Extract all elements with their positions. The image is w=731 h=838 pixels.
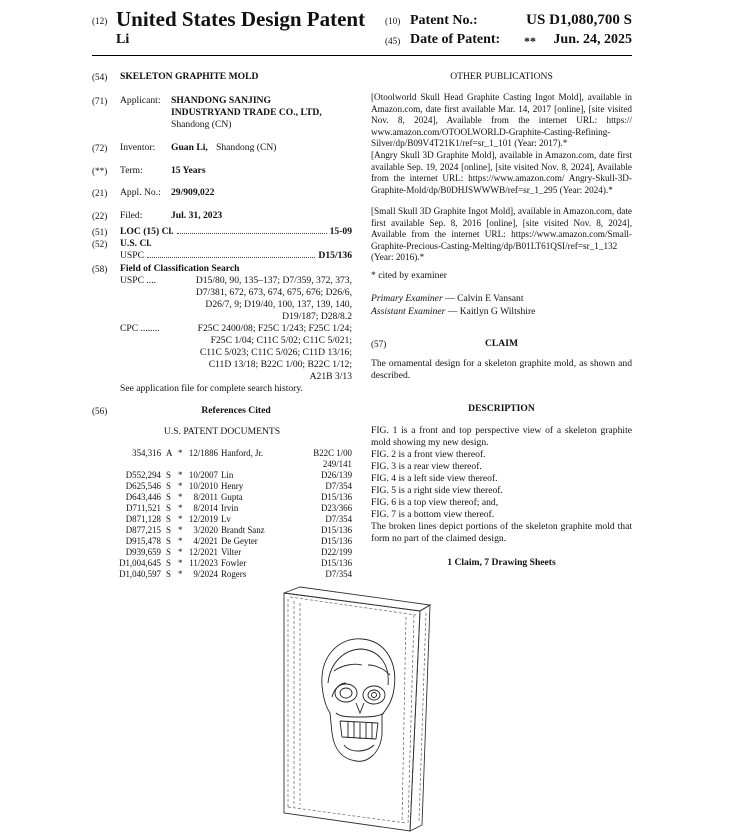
- loc-class-value: 15-09: [329, 226, 352, 237]
- reference-row: D871,128 S * 12/2019 Lv D7/354: [125, 514, 352, 524]
- term-label: Term:: [120, 165, 143, 176]
- uspc-search-list: [165, 275, 352, 323]
- reference-row: D711,521 S * 8/2014 Irvin D23/366: [126, 503, 352, 513]
- us-patent-docs-label: U.S. PATENT DOCUMENTS: [163, 426, 281, 437]
- code-22: (22): [92, 211, 108, 221]
- see-application-note: See application file for complete search history.: [120, 383, 303, 394]
- code-52: (52): [92, 239, 108, 249]
- filed-label: Filed:: [120, 210, 143, 221]
- description-line: FIG. 7 is a bottom view thereof.: [371, 509, 495, 520]
- inventor-label: Inventor:: [120, 142, 156, 153]
- applicant-name-1: SHANDONG SANJING: [171, 95, 271, 106]
- description-list: [371, 425, 632, 545]
- claim-text: The ornamental design for a skeleton graphite mold, as shown and described.: [371, 358, 632, 381]
- reference-row: D915,478 S * 4/2021 De Geyter D15/136: [125, 536, 352, 546]
- cpc-search-line: C11D 13/18; B22C 1/00; B22C 1/12;: [208, 359, 352, 370]
- other-publications-heading: OTHER PUBLICATIONS: [450, 71, 553, 82]
- term-value: 15 Years: [171, 165, 206, 176]
- applicant-label: Applicant:: [120, 95, 161, 106]
- loc-class-label: LOC (15) Cl.: [120, 226, 174, 237]
- code-21: (21): [92, 188, 108, 198]
- reference-row: D877,215 S * 3/2020 Brandt Sanz D15/136: [125, 525, 352, 535]
- date-of-patent-label: Date of Patent:: [410, 32, 501, 47]
- filed-value: Jul. 31, 2023: [171, 210, 223, 221]
- reference-row: D939,659 S * 12/2021 Vilter D22/199: [125, 547, 352, 557]
- code-10: (10): [385, 16, 401, 26]
- applicant-name-2: INDUSTRYAND TRADE CO., LTD,: [171, 107, 322, 118]
- inventor-location: Shandong (CN): [216, 142, 277, 153]
- description-line: FIG. 5 is a right side view thereof.: [371, 485, 503, 496]
- reference-row: D1,040,597 S * 9/2024 Rogers D7/354: [119, 569, 352, 579]
- reference-row: D1,004,645 S * 11/2023 Fowler D15/136: [119, 558, 352, 568]
- reference-row: D625,546 S * 10/2010 Henry D7/354: [125, 481, 352, 491]
- applicant-location: Shandong (CN): [171, 119, 232, 130]
- uspc-search-line: D19/187; D28/8.2: [282, 311, 352, 322]
- date-term-stars: **: [524, 34, 536, 48]
- skull-relief: [322, 639, 395, 761]
- patent-date: Jun. 24, 2025: [553, 32, 632, 47]
- mold-front-face: [284, 593, 420, 831]
- primary-examiner: [371, 293, 524, 305]
- uspc-search-line: D15/80, 90, 135–137; D7/359, 372, 373,: [195, 275, 352, 286]
- inventor-short-name: Li: [116, 32, 130, 47]
- description-heading: DESCRIPTION: [468, 403, 535, 414]
- assistant-examiner-label: Assistant Examiner: [371, 306, 446, 317]
- publication-2: [Angry Skull 3D Graphite Mold], available in Amazon.com, date first available Sep. 19, 2024 [online], [site visited Nov. 8, 2024], Available from the internet URL: https://www.amazon.com/ Angry-Skull-3D-Graphite-Mold/dp/B0DHJSWWWB/ref=sr_1_295 (Year: 2024).*: [371, 150, 632, 195]
- patent-no-label: Patent No.:: [410, 13, 478, 28]
- code-72: (72): [92, 143, 108, 153]
- skeleton-mold-drawing: [270, 585, 450, 835]
- design-title: SKELETON GRAPHITE MOLD: [120, 71, 259, 82]
- claims-summary: 1 Claim, 7 Drawing Sheets: [447, 557, 556, 568]
- appl-no-label: Appl. No.:: [120, 187, 161, 198]
- description-line: The broken lines depict portions of the skeleton graphite mold that form no part of the claimed design.: [371, 521, 632, 544]
- reference-row-continuation: 249/141: [322, 459, 352, 469]
- patent-type-title: United States Design Patent: [116, 7, 366, 31]
- references-cited-label: References Cited: [201, 405, 271, 416]
- code-54: (54): [92, 72, 108, 82]
- uspc-search-line: D7/381, 672, 673, 674, 675, 676; D26/6,: [195, 287, 352, 298]
- claim-heading: CLAIM: [484, 338, 519, 349]
- cpc-search-line: C11C 5/023; C11C 5/026; C11D 13/16;: [199, 347, 352, 358]
- cited-by-examiner: * cited by examiner: [371, 270, 447, 281]
- appl-no-value: 29/909,022: [171, 187, 215, 198]
- description-line: FIG. 4 is a left side view thereof.: [371, 473, 498, 484]
- assistant-examiner-name: — Kaitlyn G Wiltshire: [447, 306, 536, 317]
- description-line: FIG. 2 is a front view thereof.: [371, 449, 486, 460]
- patent-number: US D1,080,700 S: [526, 12, 632, 28]
- description-line: FIG. 3 is a rear view thereof.: [371, 461, 482, 472]
- uspc-search-label: USPC ....: [120, 275, 156, 286]
- loc-class-row: [120, 226, 352, 238]
- assistant-examiner: [371, 306, 535, 318]
- inventor-name: Guan Li,: [171, 142, 208, 153]
- uspc-search-line: D26/7, 9; D19/40, 100, 137, 139, 140,: [205, 299, 352, 310]
- cpc-search-label: CPC ........: [120, 323, 160, 334]
- code-56: (56): [92, 406, 108, 416]
- cpc-search-line: F25C 1/04; C11C 5/02; C11C 5/021;: [210, 335, 352, 346]
- description-line: FIG. 6 is a top view thereof; and,: [371, 497, 499, 508]
- reference-row: D552,294 S * 10/2007 Lin D26/139: [125, 470, 352, 480]
- code-58: (58): [92, 264, 108, 274]
- reference-row: 354,316 A * 12/1886 Hanford, Jr. B22C 1/00: [132, 448, 352, 458]
- publication-1: [Otoolworld Skull Head Graphite Casting Ingot Mold], available in Amazon.com, date first available Mar. 14, 2017 [online], [site visited Nov. 8, 2024], Available from the internet URL: https:// www.amazon.com/OTOOLWORLD-Graphite-Casting-Refining-Silver/dp/B09V4T21K1/ref=sr_1_101 (Year: 2017).*: [371, 92, 632, 149]
- primary-examiner-label: Primary Examiner: [371, 293, 443, 304]
- primary-examiner-name: — Calvin E Vansant: [445, 293, 524, 304]
- header-rule: [92, 55, 632, 56]
- code-51: (51): [92, 227, 108, 237]
- code-45: (45): [385, 36, 401, 46]
- uspc-sub-label: USPC: [120, 250, 144, 261]
- mold-side-face: [410, 605, 430, 831]
- cpc-search-line: A21B 3/13: [309, 371, 352, 382]
- us-class-label: U.S. Cl.: [120, 238, 152, 249]
- code-71: (71): [92, 96, 108, 106]
- cpc-search-line: F25C 2400/08; F25C 1/243; F25C 1/24;: [197, 323, 352, 334]
- uspc-value: D15/136: [318, 250, 352, 261]
- code-57: (57): [371, 339, 387, 349]
- cpc-search-list: [165, 323, 352, 383]
- description-line: FIG. 1 is a front and top perspective view of a skeleton graphite mold showing my new design.: [371, 425, 632, 448]
- code-term: (**): [92, 166, 108, 176]
- publication-3: [Small Skull 3D Graphite Ingot Mold], available in Amazon.com, date first available Sep. 8, 2016 [online], [site visited Nov. 8, 2024], Available from the internet URL: https://www.amazon.com/Small-Graphite-Precious-Casting-Melting/dp/B01LT61QSI/ref=sr_1_132 (Year: 2016).*: [371, 206, 632, 263]
- field-of-search-label: Field of Classification Search: [120, 263, 240, 274]
- uspc-row: [120, 250, 352, 262]
- code-12: (12): [92, 16, 108, 26]
- reference-row: D643,446 S * 8/2011 Gupta D15/136: [125, 492, 352, 502]
